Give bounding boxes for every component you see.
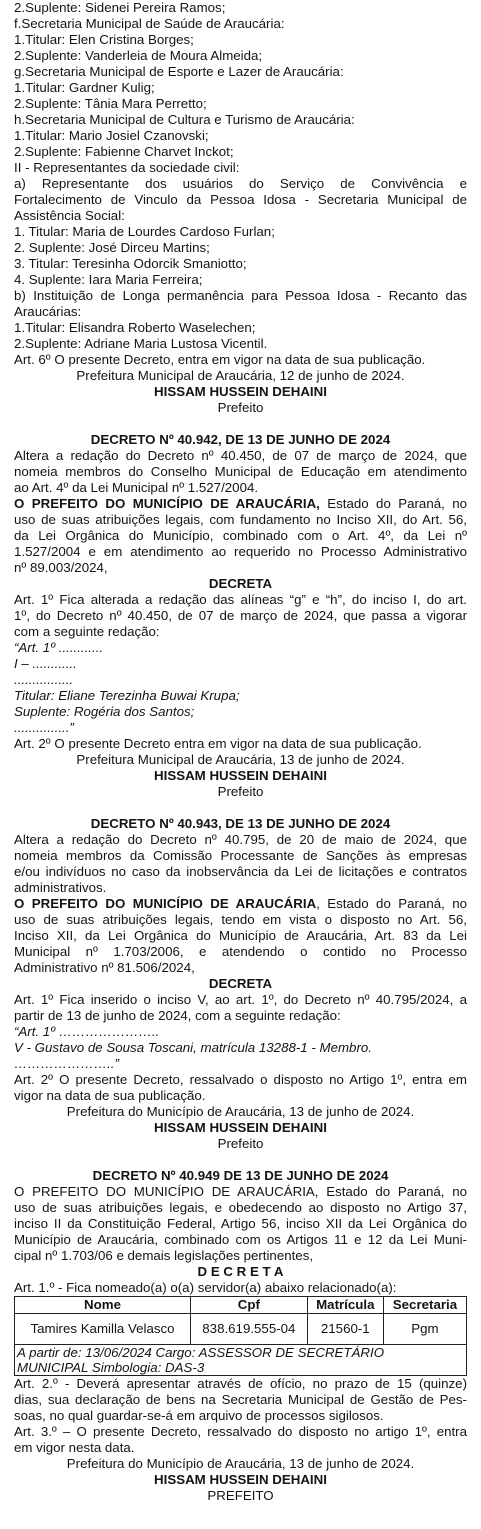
- appointment-note: [14, 1345, 467, 1376]
- quote-line: Suplente: Rogéria dos Santos;: [14, 704, 195, 719]
- ementa-line: Altera a redação do Decreto nº 40.450, de 07 de março de 2024, que: [14, 448, 467, 463]
- preamble-line: da Lei Orgânica do Município, combinado com o Art. 4º, da Lei nº: [14, 528, 467, 543]
- decree-40942: [14, 432, 467, 800]
- place-date: Prefeitura do Município de Araucária, 13 de junho de 2024.: [66, 1456, 415, 1471]
- quote-line: “Art. 1º ............: [14, 640, 104, 655]
- preamble-rest: , Estado do Paraná, no: [316, 896, 467, 911]
- article-line: com a seguinte redação:: [14, 624, 160, 639]
- preamble-line: Municipal nº 1.703/2006, e atendendo o contido no Processo: [14, 944, 467, 959]
- text-line: b) Instituição de Longa permanência para Pessoa Idosa - Recanto das: [14, 288, 467, 303]
- text-line: 2.Suplente: Sidenei Pereira Ramos;: [14, 0, 226, 15]
- preamble-line: cipal nº 1.703/06 e demais legislações pertinentes,: [14, 1248, 314, 1263]
- text-line: 2. Suplente: José Dirceu Martins;: [14, 240, 210, 255]
- text-line: 1.Titular: Elen Cristina Borges;: [14, 32, 194, 47]
- signer-name: HISSAM HUSSEIN DEHAINI: [154, 384, 327, 399]
- decree-title: DECRETO Nº 40.942, DE 13 DE JUNHO DE 2024: [90, 432, 391, 447]
- table-row: [15, 1314, 467, 1345]
- article-line: Art. 3.º – O presente Decreto, ressalvado do disposto no artigo 1º, entra: [14, 1424, 467, 1439]
- preamble-line: Município de Araucária, combinado com os Artigos 11 e 12 da Lei Muni-: [14, 1232, 467, 1247]
- quote-line: Titular: Eliane Terezinha Buwai Krupa;: [14, 688, 240, 703]
- article-line: Art. 1º Fica alterada a redação das alíneas “g” e “h”, do inciso I, do art.: [14, 592, 467, 607]
- quote-line: I – ............: [14, 656, 77, 671]
- preamble-bold: O PREFEITO DO MUNICÍPIO DE ARAUCÁRIA: [14, 896, 317, 911]
- ementa-line: Altera a redação do Decreto nº 40.795, de 20 de maio de 2024, que: [14, 832, 467, 847]
- text-line: Fortalecimento de Vinculo da Pessoa Idosa - Secretaria Municipal de: [14, 192, 467, 207]
- table-header-row: [15, 1297, 467, 1314]
- preamble-line: Administrativo nº 81.506/2024,: [14, 960, 195, 975]
- article-line: partir de 13 de junho de 2024, com a seguinte redação:: [14, 1008, 341, 1023]
- signer-name: HISSAM HUSSEIN DEHAINI: [154, 1472, 327, 1487]
- text-line: f.Secretaria Municipal de Saúde de Araucária:: [14, 16, 285, 31]
- preamble-line: uso de suas atribuições legais, e obedecendo ao disposto no Artigo 37,: [14, 1200, 467, 1215]
- decree-40949: [14, 1168, 467, 1504]
- table-cell: Pgm: [383, 1314, 466, 1345]
- continued-decree-section: [14, 0, 467, 416]
- table-header: Matrícula: [307, 1297, 383, 1314]
- preamble-line: 1.527/2004 e em atendimento ao requerido no Processo Administrativo: [14, 544, 467, 559]
- text-line: 2.Suplente: Tânia Mara Perretto;: [14, 96, 207, 111]
- preamble-line: O PREFEITO DO MUNICÍPIO DE ARAUCÁRIA, Estado do Paraná, no: [14, 1184, 467, 1199]
- preamble-line: Inciso XII, da Lei Orgânica do Município de Araucária, Art. 83 da Lei: [14, 928, 467, 943]
- text-line: h.Secretaria Municipal de Cultura e Turismo de Araucária:: [14, 112, 355, 127]
- preamble-line: [14, 496, 467, 512]
- text-line: 2.Suplente: Adriane Maria Lustosa Vicentil.: [14, 336, 268, 351]
- signer-role: Prefeito: [217, 784, 264, 799]
- ementa-line: nomeia membros da Comissão Processante de Sanções às empresas: [14, 848, 467, 863]
- ementa-line: e/ou indivíduos no caso da inobservância da Lei de licitações e contratos: [14, 864, 467, 879]
- preamble-line: uso de suas atribuições legais, com fundamento no Inciso XII, do Art. 56,: [14, 512, 467, 527]
- article-line: vigor na data de sua publicação.: [14, 1088, 206, 1103]
- table-cell: 838.619.555-04: [191, 1314, 308, 1345]
- decreta-heading: DECRETA: [208, 976, 273, 991]
- preamble-bold: O PREFEITO DO MUNICÍPIO DE ARAUCÁRIA,: [14, 496, 320, 511]
- article-line: Art. 1º Fica inserido o inciso V, ao art. 1º, do Decreto nº 40.795/2024, a: [14, 992, 467, 1007]
- article-line: Art. 1.º - Fica nomeado(a) o(a) servidor(a) abaixo relacionado(a):: [14, 1280, 397, 1295]
- table-header: Nome: [15, 1297, 191, 1314]
- text-line: 1.Titular: Mario Josiel Czanovski;: [14, 128, 209, 143]
- decree-title: DECRETO Nº 40.949 DE 13 DE JUNHO DE 2024: [92, 1168, 389, 1183]
- preamble-line: [14, 896, 467, 912]
- decreta-heading: D E C R E T A: [197, 1264, 284, 1279]
- text-line: 1.Titular: Gardner Kulig;: [14, 80, 155, 95]
- preamble-line: nº 89.003/2024,: [14, 560, 108, 575]
- text-line: Araucárias:: [14, 304, 82, 319]
- article-line: 1º, do Decreto nº 40.450, de 07 de março de 2024, que passa a vigorar: [14, 608, 467, 623]
- preamble-line: inciso II da Constituição Federal, Artigo 56, inciso XII da Lei Orgânica do: [14, 1216, 467, 1231]
- text-line: II - Representantes da sociedade civil:: [14, 160, 240, 175]
- text-line: 2.Suplente: Fabienne Charvet Inckot;: [14, 144, 234, 159]
- table-header: Cpf: [191, 1297, 308, 1314]
- place-date: Prefeitura do Município de Araucária, 13 de junho de 2024.: [66, 1104, 415, 1119]
- note-line: A partir de: 13/06/2024 Cargo: ASSESSOR DE SECRETÁRIO: [17, 1345, 385, 1360]
- preamble-line: uso de suas atribuições legais, tendo em vista o disposto no Art. 56,: [14, 912, 467, 927]
- text-line: 4. Suplente: Iara Maria Ferreira;: [14, 272, 203, 287]
- text-line: g.Secretaria Municipal de Esporte e Lazer de Araucária:: [14, 64, 344, 79]
- signer-role: Prefeito: [217, 400, 264, 415]
- signer-name: HISSAM HUSSEIN DEHAINI: [154, 768, 327, 783]
- text-line: Assistência Social:: [14, 208, 125, 223]
- article-line: dias, sua declaração de bens na Secretaria Municipal de Gestão de Pes-: [14, 1392, 467, 1407]
- decree-40943: [14, 816, 467, 1152]
- quote-line: V - Gustavo de Sousa Toscani, matrícula 13288-1 - Membro.: [14, 1040, 372, 1055]
- article-line: soas, no qual guardar-se-á em arquivo de processos sigilosos.: [14, 1408, 384, 1423]
- decree-title: DECRETO Nº 40.943, DE 13 DE JUNHO DE 2024: [90, 816, 391, 831]
- signer-name: HISSAM HUSSEIN DEHAINI: [154, 1120, 327, 1135]
- gazette-page: [14, 0, 467, 1504]
- text-line: a) Representante dos usuários do Serviço de Convivência e: [14, 176, 467, 191]
- article-line: Art. 2º O presente Decreto entra em vigor na data de sua publicação.: [14, 736, 422, 751]
- table-header: Secretaria: [383, 1297, 466, 1314]
- place-date: Prefeitura Municipal de Araucária, 13 de junho de 2024.: [76, 752, 405, 767]
- quote-line: “Art. 1º …………………..: [14, 1024, 160, 1039]
- table-cell: Tamires Kamilla Velasco: [15, 1314, 191, 1345]
- text-line: 1. Titular: Maria de Lourdes Cardoso Furlan;: [14, 224, 275, 239]
- preamble-rest: Estado do Paraná, no: [319, 496, 467, 511]
- article-line: em vigor nesta data.: [14, 1440, 135, 1455]
- decreta-heading: DECRETA: [208, 576, 273, 591]
- quote-line: …………………..”: [14, 1056, 119, 1071]
- text-line: 3. Titular: Teresinha Odorcik Smaniotto;: [14, 256, 247, 271]
- ementa-line: nomeia membros do Conselho Municipal de Educação em atendimento: [14, 464, 467, 479]
- text-line: 1.Titular: Elisandra Roberto Waselechen;: [14, 320, 256, 335]
- ementa-line: ao Art. 4º da Lei Municipal nº 1.527/2004.: [14, 480, 259, 495]
- text-line: 2.Suplente: Vanderleia de Moura Almeida;: [14, 48, 263, 63]
- note-line: MUNICIPAL Simbologia: DAS-3: [17, 1360, 205, 1375]
- signer-role: PREFEITO: [207, 1488, 274, 1503]
- article-line: Art. 2.º - Deverá apresentar através de ofício, no prazo de 15 (quinze): [14, 1376, 467, 1391]
- table-cell: 21560-1: [307, 1314, 383, 1345]
- quote-line: ................: [14, 672, 74, 687]
- article-line: Art. 2º O presente Decreto, ressalvado o disposto no Artigo 1º, entra em: [14, 1072, 467, 1087]
- place-date: Prefeitura Municipal de Araucária, 12 de junho de 2024.: [76, 368, 405, 383]
- text-line: Art. 6º O presente Decreto, entra em vigor na data de sua publicação.: [14, 352, 426, 367]
- quote-line: ...............”: [14, 720, 74, 735]
- ementa-line: administrativos.: [14, 880, 107, 895]
- signer-role: Prefeito: [217, 1136, 264, 1151]
- appointment-table: [14, 1296, 467, 1345]
